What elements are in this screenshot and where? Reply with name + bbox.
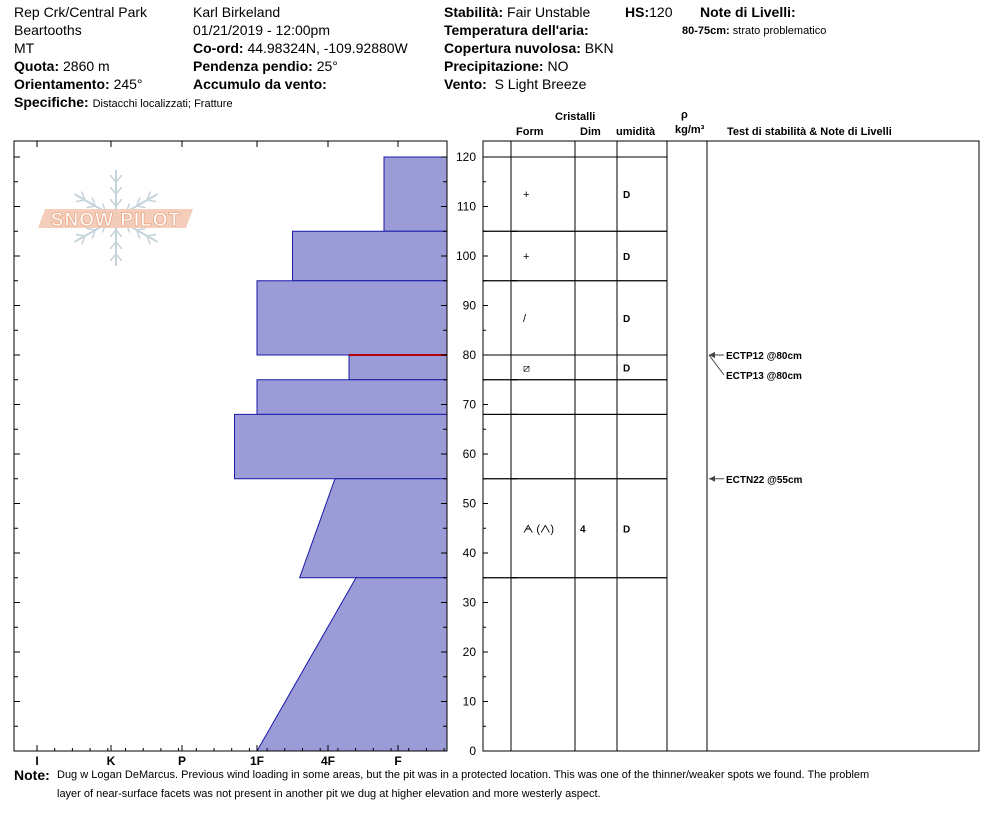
location: Rep Crk/Central Park: [14, 4, 148, 20]
notes-label: Note:: [14, 767, 50, 783]
depth-tick-label: 10: [462, 694, 476, 709]
wind: Vento: S Light Breeze: [444, 76, 587, 92]
crystal-form: /: [523, 312, 527, 325]
moisture: D: [623, 252, 631, 263]
depth-tick-label: 100: [455, 249, 476, 263]
depth-tick-label: 110: [456, 199, 476, 214]
depth-tick-label: 120: [455, 150, 476, 164]
stability-tests: [709, 351, 803, 486]
crystal-form: ⧄: [523, 362, 530, 375]
form-header: Form: [516, 126, 544, 138]
snowflake-branch: [147, 234, 156, 236]
snowflake-branch: [86, 206, 95, 208]
depth-tick-label: 70: [462, 397, 476, 412]
hardness-layer: [300, 479, 447, 578]
hardness-profile: [235, 157, 448, 751]
crystal-form: ᗅ (ᐱ): [523, 523, 555, 536]
moisture: D: [623, 524, 631, 536]
moisture-header: umidità: [616, 126, 656, 138]
depth-tick-label: 20: [462, 645, 476, 659]
tests-header: Test di stabilità & Note di Livelli: [727, 126, 892, 138]
depth-tick-label: 0: [469, 744, 476, 758]
hardness-layer: [349, 355, 447, 380]
stability: Stabilità: Fair Unstable: [444, 4, 591, 20]
state: MT: [14, 40, 35, 56]
coordinates: Co-ord: 44.98324N, -109.92880W: [193, 40, 408, 56]
moisture: D: [623, 363, 631, 375]
wind-loading: Accumulo da vento:: [193, 76, 327, 92]
hardness-layer: [235, 414, 448, 478]
rho-header: ρ: [681, 109, 688, 121]
aspect: Orientamento: 245°: [14, 76, 143, 92]
crystal-form: +: [523, 251, 530, 263]
density-unit-header: kg/m³: [675, 124, 705, 136]
slope: Pendenza pendio: 25°: [193, 58, 338, 74]
test-label: ECTN22 @55cm: [726, 474, 803, 486]
snowflake-branch: [76, 234, 85, 236]
notes-line-1: Dug w Logan DeMarcus. Previous wind loading in some areas, but the pit was in a protected location. This was one of the thinner/weaker spots we found. The problem: [57, 769, 870, 781]
test-label: ECTP13 @80cm: [726, 371, 802, 382]
air-temperature: Temperatura dell'aria:: [444, 22, 589, 38]
snowflake-branch: [147, 200, 156, 202]
depth-tick-label: 60: [462, 447, 476, 461]
notes-line-2: layer of near-surface facets was not present in another pit we dug at higher elevation and more westerly aspect.: [57, 788, 601, 800]
moisture: D: [623, 190, 631, 202]
datetime: 01/21/2019 - 12:00pm: [193, 22, 330, 38]
size-header: Dim: [580, 126, 601, 138]
depth-tick-label: 40: [462, 546, 476, 560]
depth-tick-label: 90: [462, 298, 476, 313]
hs: HS:120: [625, 4, 673, 20]
snowpilot-logo: [38, 170, 193, 266]
specifics: Specifiche: Distacchi localizzati; Fratture: [14, 94, 233, 110]
hardness-label: 1F: [249, 754, 265, 768]
hardness-label: K: [106, 754, 116, 768]
crystal-size: 4: [580, 524, 586, 536]
hardness-layer: [293, 231, 448, 281]
moisture: D: [623, 313, 631, 325]
test-pointer: [709, 355, 724, 375]
hardness-layer: [257, 578, 447, 751]
hardness-label: F: [394, 754, 402, 768]
layers-frame: [483, 141, 979, 751]
crystal-form: +: [523, 189, 530, 202]
test-arrowhead: [709, 476, 715, 482]
elevation: Quota: 2860 m: [14, 58, 110, 74]
snowflake-branch: [76, 200, 85, 202]
depth-tick-label: 50: [462, 496, 476, 511]
hardness-layer: [257, 281, 447, 355]
layer-notes-label: Note di Livelli:: [700, 4, 796, 20]
crystals-header: Cristalli: [555, 111, 596, 123]
chart-frames: [14, 141, 979, 751]
test-label: ECTP12 @80cm: [726, 351, 802, 362]
depth-tick-label: 80: [462, 348, 476, 362]
hardness-label: 4F: [320, 754, 336, 768]
hardness-layer: [257, 380, 447, 415]
range: Beartooths: [14, 22, 82, 38]
logo-text: SNOW PILOT: [50, 210, 182, 231]
hardness-layer: [384, 157, 447, 231]
depth-tick-label: 30: [462, 595, 476, 610]
observer: Karl Birkeland: [193, 4, 281, 20]
layer-note: 80-75cm: strato problematico: [682, 25, 827, 37]
cloud-cover: Copertura nuvolosa: BKN: [444, 40, 614, 56]
snowflake-branch: [137, 206, 146, 208]
hardness-label: I: [35, 754, 39, 768]
hardness-label: P: [177, 754, 187, 768]
test-arrowhead: [709, 352, 715, 358]
precipitation: Precipitazione: NO: [444, 58, 569, 74]
